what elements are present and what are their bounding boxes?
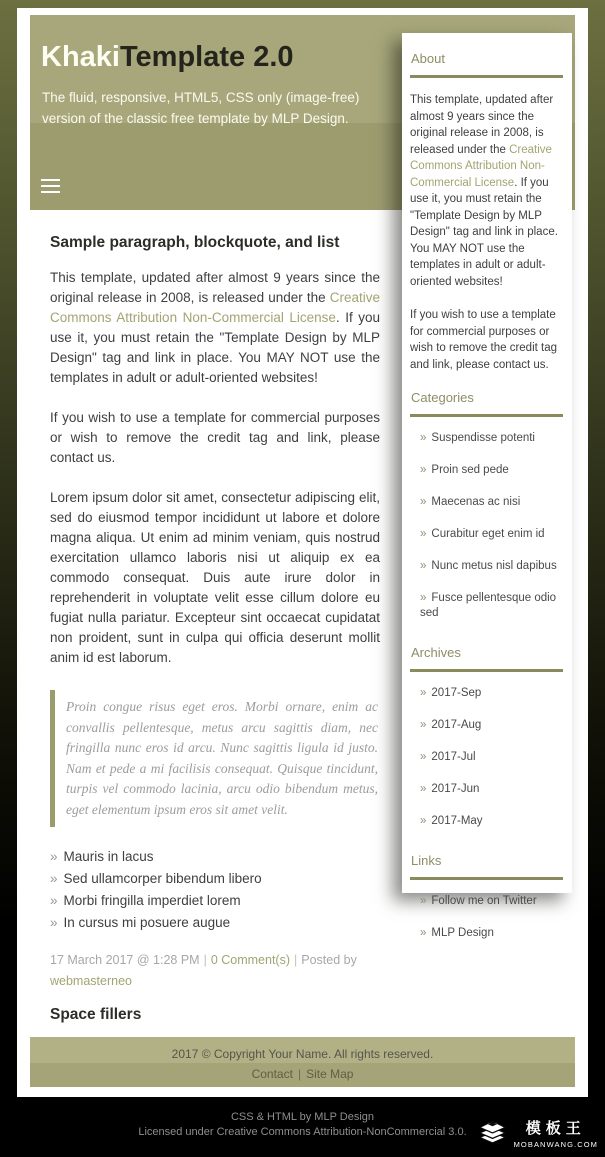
archive-link[interactable] bbox=[420, 782, 563, 797]
double-angle-bullet-icon: » bbox=[50, 871, 58, 886]
double-angle-bullet-icon: » bbox=[420, 815, 427, 827]
heading-rule bbox=[410, 75, 563, 78]
sidebar-section-categories bbox=[410, 390, 563, 621]
site-title-accent: Khaki bbox=[41, 41, 120, 73]
archive-link[interactable] bbox=[420, 750, 563, 765]
categories-list bbox=[410, 431, 563, 621]
double-angle-bullet-icon: » bbox=[420, 719, 427, 731]
double-angle-bullet-icon: » bbox=[50, 915, 58, 930]
menu-icon[interactable] bbox=[41, 179, 60, 193]
archives-list bbox=[410, 686, 563, 829]
category-link[interactable] bbox=[420, 591, 563, 621]
paragraph: If you wish to use a template for commercial purposes or wish to remove the credit tag and link, please contact us. bbox=[50, 410, 380, 465]
creative-commons-license-link[interactable]: Creative Commons Attribution Non-Commercial License bbox=[410, 143, 552, 189]
double-angle-bullet-icon: » bbox=[420, 592, 427, 604]
meta-separator: | bbox=[294, 953, 298, 967]
double-angle-bullet-icon: » bbox=[420, 927, 427, 939]
heading-rule bbox=[410, 414, 563, 417]
list-item bbox=[50, 913, 380, 932]
sidebar-heading-archives: Archives bbox=[411, 645, 461, 660]
list-item bbox=[50, 847, 380, 866]
paragraph bbox=[50, 268, 380, 388]
author-link[interactable]: webmasterneo bbox=[50, 974, 132, 988]
site-tagline: The fluid, responsive, HTML5, CSS only (image-free) version of the classic free template by MLP Design. bbox=[42, 90, 360, 126]
mobanwang-logo[interactable] bbox=[477, 1118, 598, 1151]
list-item-label: MLP Design bbox=[431, 927, 494, 939]
list-item-label: 2017-Sep bbox=[431, 687, 482, 699]
double-angle-bullet-icon: » bbox=[420, 496, 427, 508]
page-wrapper bbox=[17, 8, 588, 1097]
heading-rule bbox=[410, 669, 563, 672]
paragraph-text: This template, updated after almost 9 years since the original release in 2008, is released under the bbox=[50, 270, 380, 305]
site-title-rest: Template 2.0 bbox=[119, 41, 294, 73]
list-item-label: Follow me on Twitter bbox=[431, 895, 537, 907]
logo-latin-text: MOBANWANG.COM bbox=[513, 1139, 598, 1149]
list-item-label: Mauris in lacus bbox=[63, 849, 154, 864]
sidebar-heading-links: Links bbox=[411, 853, 442, 868]
about-text: If you wish to use a template for commercial purposes or wish to remove the credit tag and link, please contact us. bbox=[410, 309, 558, 371]
list-item-label: Proin sed pede bbox=[431, 464, 509, 476]
archive-link[interactable] bbox=[420, 814, 563, 829]
sitemap-link[interactable]: Site Map bbox=[306, 1067, 354, 1081]
double-angle-bullet-icon: » bbox=[420, 528, 427, 540]
about-text bbox=[410, 92, 563, 290]
double-angle-bullet-icon: » bbox=[420, 464, 427, 476]
paragraph-text: . If you use it, you must retain the "Template Design by MLP Design" tag and link in place. You MAY NOT use the templates in adult or adult-oriented websites! bbox=[50, 310, 380, 385]
links-list bbox=[410, 894, 563, 941]
category-link[interactable] bbox=[420, 463, 563, 478]
category-link[interactable] bbox=[420, 495, 563, 510]
main-column bbox=[30, 210, 393, 1037]
creative-commons-license-link[interactable]: Creative Commons Attribution Non-Commercial License bbox=[50, 290, 380, 325]
post-title: Sample paragraph, blockquote, and list bbox=[50, 234, 340, 251]
footer-links bbox=[30, 1067, 575, 1081]
content-list bbox=[50, 847, 380, 932]
copyright-text: 2017 © Copyright Your Name. All rights reserved. bbox=[171, 1047, 434, 1061]
archive-link[interactable] bbox=[420, 718, 563, 733]
external-link[interactable] bbox=[420, 926, 563, 941]
sidebar-section-links bbox=[410, 853, 563, 941]
stacked-layers-icon bbox=[477, 1118, 508, 1151]
double-angle-bullet-icon: » bbox=[420, 783, 427, 795]
menu-icon-bar bbox=[41, 179, 60, 181]
list-item-label: Maecenas ac nisi bbox=[431, 496, 521, 508]
sidebar bbox=[402, 33, 572, 939]
category-link[interactable] bbox=[420, 431, 563, 446]
menu-icon-bar bbox=[41, 191, 60, 193]
list-item-label: 2017-May bbox=[431, 815, 483, 827]
credit-line: CSS & HTML by MLP Design bbox=[230, 1111, 375, 1123]
double-angle-bullet-icon: » bbox=[50, 849, 58, 864]
list-item-label: In cursus mi posuere augue bbox=[63, 915, 231, 930]
about-text-part: This template, updated after almost 9 years since the original release in 2008, is released under the bbox=[410, 94, 554, 156]
sidebar-section-about bbox=[410, 51, 563, 373]
double-angle-bullet-icon: » bbox=[420, 687, 427, 699]
list-item-label: Suspendisse potenti bbox=[431, 432, 535, 444]
list-item bbox=[50, 891, 380, 910]
post-meta bbox=[50, 950, 380, 992]
menu-icon-bar bbox=[41, 185, 60, 187]
list-item-label: 2017-Aug bbox=[431, 719, 482, 731]
posted-by-label: Posted by bbox=[301, 953, 357, 967]
logo-text bbox=[514, 1121, 598, 1149]
double-angle-bullet-icon: » bbox=[420, 751, 427, 763]
post-title: Space fillers bbox=[50, 1006, 142, 1023]
list-item-label: Fusce pellentesque odio sed bbox=[420, 592, 557, 619]
list-item bbox=[50, 869, 380, 888]
sidebar-section-archives bbox=[410, 645, 563, 829]
list-item-label: Morbi fringilla imperdiet lorem bbox=[63, 893, 241, 908]
comments-link[interactable]: 0 Comment(s) bbox=[210, 953, 291, 967]
sidebar-heading-about: About bbox=[411, 51, 445, 66]
heading-rule bbox=[410, 877, 563, 880]
page-footer bbox=[30, 1037, 575, 1087]
blockquote: Proin congue risus eget eros. Morbi ornare, enim ac convallis pellentesque, metus arcu sagittis diam, nec fringilla nunc eros id arcu. Nunc sagittis ligula id justo. Nam et pede a mi facilisis consequat. Quisque tincidunt, turpis vel commodo lacinia, arcu odio bibendum metus, eget elementum ipsum eros sit amet velit. bbox=[50, 690, 380, 827]
about-text-part: . If you use it, you must retain the "Template Design by MLP Design" tag and link in place. You MAY NOT use the templates in adult or adult-oriented websites! bbox=[410, 176, 558, 288]
sidebar-heading-categories: Categories bbox=[411, 390, 474, 405]
list-item-label: 2017-Jun bbox=[431, 783, 480, 795]
credit-line: Licensed under Creative Commons Attribution-NonCommercial 3.0. bbox=[138, 1126, 467, 1138]
category-link[interactable] bbox=[420, 559, 563, 574]
archive-link[interactable] bbox=[420, 686, 563, 701]
external-link[interactable] bbox=[420, 894, 563, 909]
list-item-label: Nunc metus nisl dapibus bbox=[431, 560, 557, 572]
list-item-label: 2017-Jul bbox=[431, 751, 476, 763]
double-angle-bullet-icon: » bbox=[420, 895, 427, 907]
post-date: 17 March 2017 @ 1:28 PM bbox=[50, 953, 200, 967]
logo-cjk-text: 模板王 bbox=[525, 1119, 586, 1137]
list-item-label: Sed ullamcorper bibendum libero bbox=[63, 871, 262, 886]
list-item-label: Curabitur eget enim id bbox=[431, 528, 545, 540]
paragraph: Lorem ipsum dolor sit amet, consectetur adipiscing elit, sed do eiusmod tempor incididunt ut labore et dolore magna aliqua. Ut enim ad minim veniam, quis nostrud exercitation ullamco laboris nisi ut aliquip ex ea commodo consequat. Duis aute irure dolor in reprehenderit in voluptate velit esse cillum dolore eu fugiat nulla pariatur. Excepteur sint occaecat cupidatat non proident, sunt in culpa qui officia deserunt mollit anim id est laborum. bbox=[50, 490, 380, 665]
double-angle-bullet-icon: » bbox=[420, 432, 427, 444]
category-link[interactable] bbox=[420, 527, 563, 542]
double-angle-bullet-icon: » bbox=[420, 560, 427, 572]
contact-link[interactable]: Contact bbox=[251, 1067, 293, 1081]
meta-separator: | bbox=[203, 953, 207, 967]
footer-separator: | bbox=[297, 1067, 302, 1081]
double-angle-bullet-icon: » bbox=[50, 893, 58, 908]
